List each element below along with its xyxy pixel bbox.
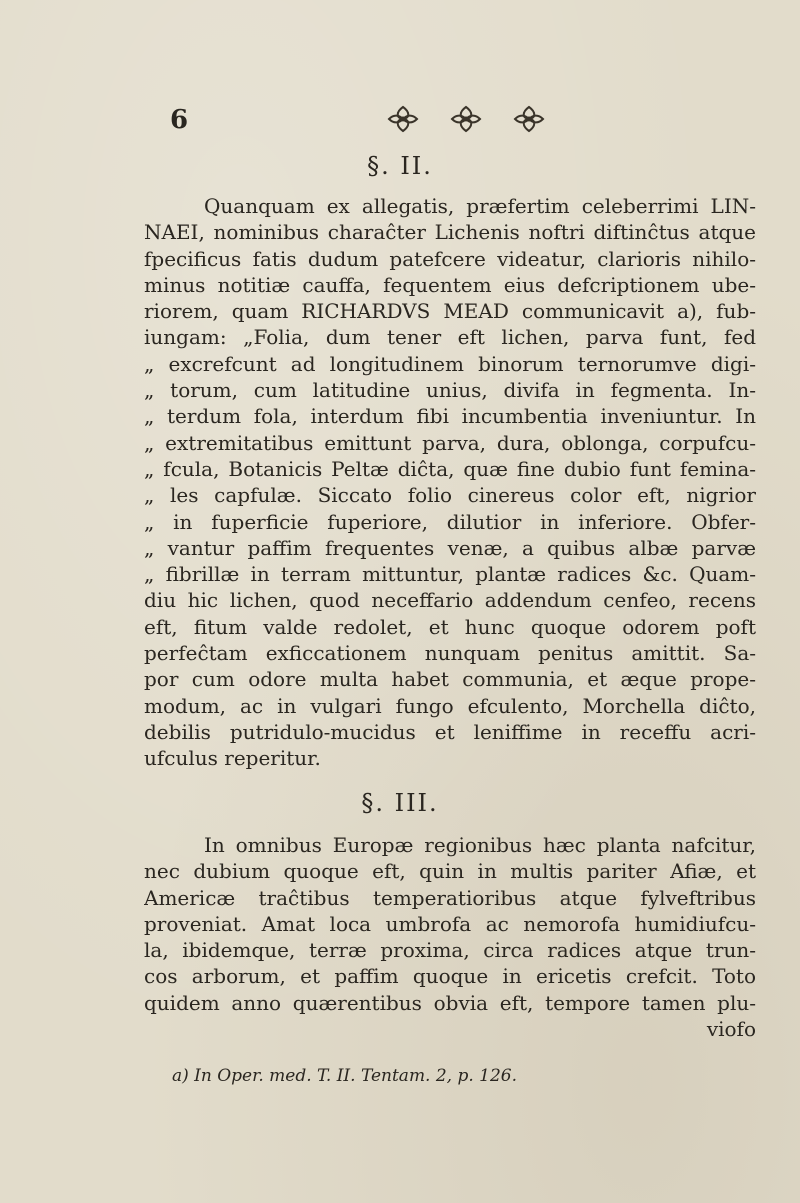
- text-line: quidem anno quærentibus obvia eft, tempore tamen plu-: [144, 990, 756, 1015]
- text-line: nec dubium quoque eft, quin in multis pariter Afiæ, et: [144, 859, 756, 884]
- text-line: modum, ac in vulgari fungo efculento, Morchella diĉto,: [144, 693, 756, 718]
- text-line: „ terdum fola, interdum fibi incumbentia inveniuntur. In: [144, 404, 756, 429]
- text-line: proveniat. Amat loca umbrofa ac nemorofa humidiufcu-: [144, 911, 756, 936]
- text-line: „ fibrillæ in terram mittuntur, plantæ radices &c. Quam-: [144, 562, 756, 587]
- text-line: „ fcula, Botanicis Peltæ diĉta, quæ fine dubio funt femina-: [144, 456, 756, 481]
- text-line: NAEI, nominibus charaĉter Lichenis noftri diftinĉtus atque: [144, 220, 756, 245]
- fleuron-icon: [386, 104, 420, 134]
- text-line: cos arborum, et paffim quoque in ericetis crefcit. Toto: [144, 964, 756, 989]
- fleuron-icon: [449, 104, 483, 134]
- text-line: „ torum, cum latitudine unius, divifa in fegmenta. In-: [144, 378, 756, 403]
- text-line: perfeĉtam exficcationem nunquam penitus amittit. Sa-: [144, 641, 756, 666]
- text-line: la, ibidemque, terræ proxima, circa radices atque trun-: [144, 938, 756, 963]
- text-line: eft, fitum valde redolet, et hunc quoque odorem poft: [144, 614, 756, 639]
- text-line: Quanquam ex allegatis, præfertim celeberrimi LIN-: [204, 194, 756, 218]
- section-heading-3: §. III.: [361, 789, 439, 817]
- catchword: viofo: [706, 1017, 756, 1042]
- text-line: diu hic lichen, quod neceffario addendum cenfeo, recens: [144, 588, 756, 613]
- text-line: ufculus reperitur.: [144, 746, 321, 771]
- section-3-body: [144, 832, 756, 1042]
- text-line: „ vantur paffim frequentes venæ, a quibus albæ parvæ: [144, 535, 756, 560]
- text-line: „ les capfulæ. Siccato folio cinereus color eft, nigrior: [144, 483, 756, 508]
- text-line: „ extremitatibus emittunt parva, dura, oblonga, corpufcu-: [144, 430, 756, 455]
- section-heading-2: §. II.: [367, 152, 433, 180]
- text-line: iungam: „Folia, dum tener eft lichen, parva funt, fed: [144, 325, 756, 350]
- text-line: Americæ traĉtibus temperatioribus atque fylveftribus: [144, 885, 756, 910]
- text-line: debilis putridulo-mucidus et leniffime in receffu acri-: [144, 719, 756, 744]
- text-line: In omnibus Europæ regionibus hæc planta nafcitur,: [204, 833, 756, 857]
- page-number: 6: [170, 105, 190, 135]
- text-line: riorem, quam RICHARDVS MEAD communicavit a), fub-: [144, 299, 756, 324]
- text-line: por cum odore multa habet communia, et æque prope-: [144, 667, 756, 692]
- text-line: „ in fuperficie fuperiore, dilutior in inferiore. Obfer-: [144, 509, 756, 534]
- fleuron-icon: [512, 104, 546, 134]
- section-2-body: [144, 193, 756, 772]
- text-line: fpecificus fatis dudum patefcere videatur, clarioris nihilo-: [144, 246, 756, 271]
- footnote: a) In Oper. med. T. II. Tentam. 2, p. 126.: [172, 1066, 518, 1086]
- header-ornaments: [386, 104, 546, 134]
- text-line: „ excrefcunt ad longitudinem binorum ternorumve digi-: [144, 351, 756, 376]
- text-line: minus notitiæ cauffa, fequentem eius defcriptionem ube-: [144, 272, 756, 297]
